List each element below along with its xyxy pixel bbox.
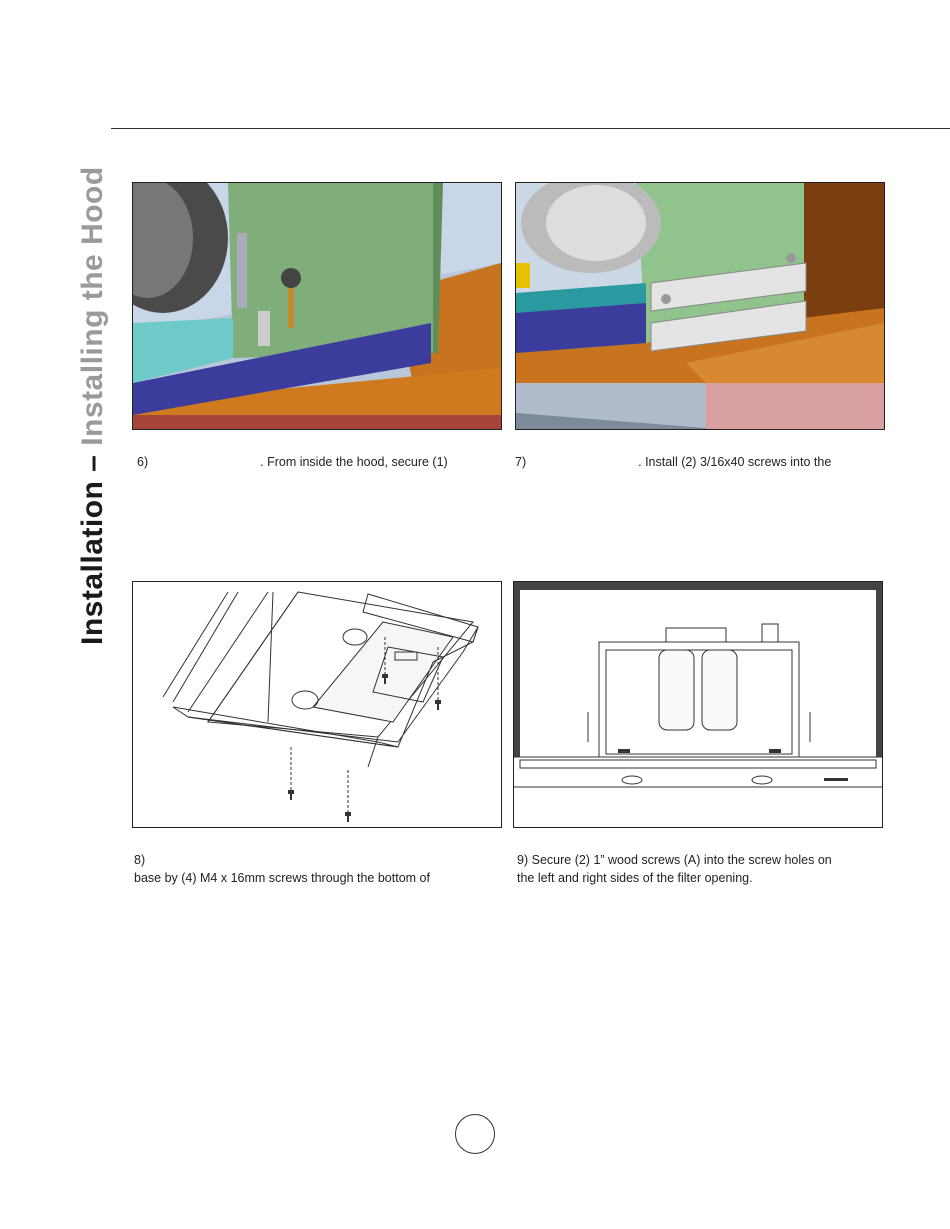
- step-8-text: base by (4) M4 x 16mm screws through the bottom of: [134, 871, 430, 885]
- figure-step-6: [132, 182, 502, 430]
- step-8-number: 8): [134, 853, 146, 867]
- step-8-caption: [134, 851, 484, 887]
- page-number-circle: [455, 1114, 495, 1154]
- step-7-illustration: [516, 183, 884, 429]
- figure-step-9: [513, 581, 883, 828]
- step-9-number: 9): [517, 853, 529, 867]
- step-7-number: 7): [515, 455, 527, 469]
- page-section-title: [76, 165, 136, 645]
- step-7-caption: [515, 453, 875, 471]
- step-9-caption: [517, 851, 882, 887]
- header-rule: [111, 128, 950, 129]
- step-6-text: . From inside the hood, secure (1): [260, 455, 448, 469]
- figure-step-8: [132, 581, 502, 828]
- step-9-text-line1: Secure (2) 1” wood screws (A) into the screw holes on: [531, 853, 832, 867]
- step-7-text: . Install (2) 3/16x40 screws into the: [638, 455, 832, 469]
- section-title-main: Installation –: [76, 445, 109, 645]
- figure-step-7: [515, 182, 885, 430]
- step-6-illustration: [133, 183, 501, 429]
- step-6-caption: [137, 453, 482, 471]
- section-title-sub: Installing the Hood: [76, 166, 109, 446]
- step-9-illustration: [514, 582, 882, 827]
- step-8-illustration: [133, 582, 501, 827]
- step-9-text-line2: the left and right sides of the filter opening.: [517, 871, 753, 885]
- step-6-number: 6): [137, 455, 149, 469]
